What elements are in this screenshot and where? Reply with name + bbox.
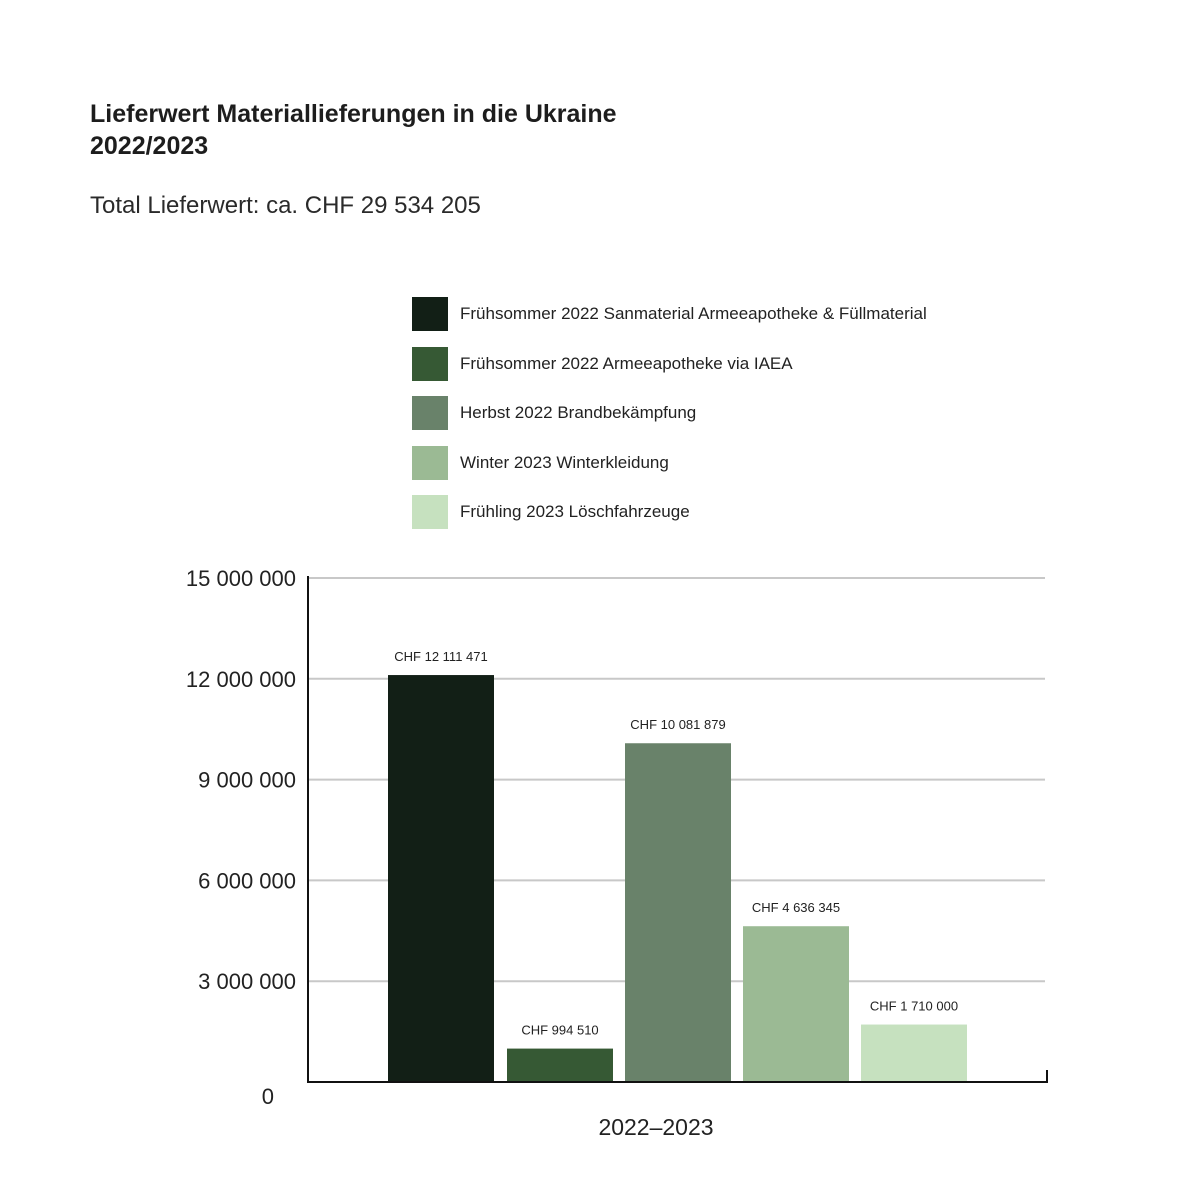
chart-title-line-1: Lieferwert Materiallieferungen in die Ukraine (90, 100, 617, 128)
legend-item (412, 495, 927, 529)
legend-label: Winter 2023 Winterkleidung (460, 452, 669, 472)
chart-title-line-2: 2022/2023 (90, 132, 209, 160)
y-tick-label: 0 (261, 1084, 274, 1109)
legend-item (412, 297, 927, 331)
legend-label: Frühling 2023 Löschfahrzeuge (460, 502, 690, 521)
legend-label: Frühsommer 2022 Sanmaterial Armeeapotheke & Füllmaterial (460, 304, 927, 323)
legend-swatch (412, 297, 448, 331)
y-tick-label: 12 000 000 (185, 666, 296, 692)
legend-label: Herbst 2022 Brandbekämpfung (460, 403, 697, 422)
bar-value-label: CHF 1 710 000 (869, 998, 959, 1014)
bar-value-label: CHF 4 636 345 (751, 900, 841, 916)
bar (388, 675, 494, 1082)
legend-swatch (412, 495, 448, 529)
bar (861, 1025, 967, 1082)
legend-item (412, 396, 927, 430)
x-category-label: 2022–2023 (598, 1114, 714, 1140)
y-tick-label: 15 000 000 (185, 566, 296, 591)
y-tick-label: 3 000 000 (198, 969, 296, 995)
bar-value-label: CHF 12 111 471 (394, 649, 488, 665)
y-tick-label: 9 000 000 (198, 767, 296, 793)
bar-chart (0, 540, 1200, 1160)
bar (625, 743, 731, 1082)
chart-title (90, 98, 617, 162)
legend-swatch (412, 347, 448, 381)
bar (507, 1049, 613, 1082)
legend-swatch (412, 396, 448, 430)
legend-item (412, 446, 927, 480)
bar-value-label: CHF 10 081 879 (630, 717, 726, 733)
legend-swatch (412, 446, 448, 480)
legend-label: Frühsommer 2022 Armeeapotheke via IAEA (460, 353, 793, 373)
bar (743, 926, 849, 1082)
legend-item (412, 347, 927, 381)
y-tick-label: 6 000 000 (198, 868, 296, 894)
bars (388, 675, 967, 1082)
chart-legend (412, 297, 927, 545)
bar-value-label: CHF 994 510 (521, 1022, 599, 1038)
chart-subtitle: Total Lieferwert: ca. CHF 29 534 205 (90, 192, 481, 219)
